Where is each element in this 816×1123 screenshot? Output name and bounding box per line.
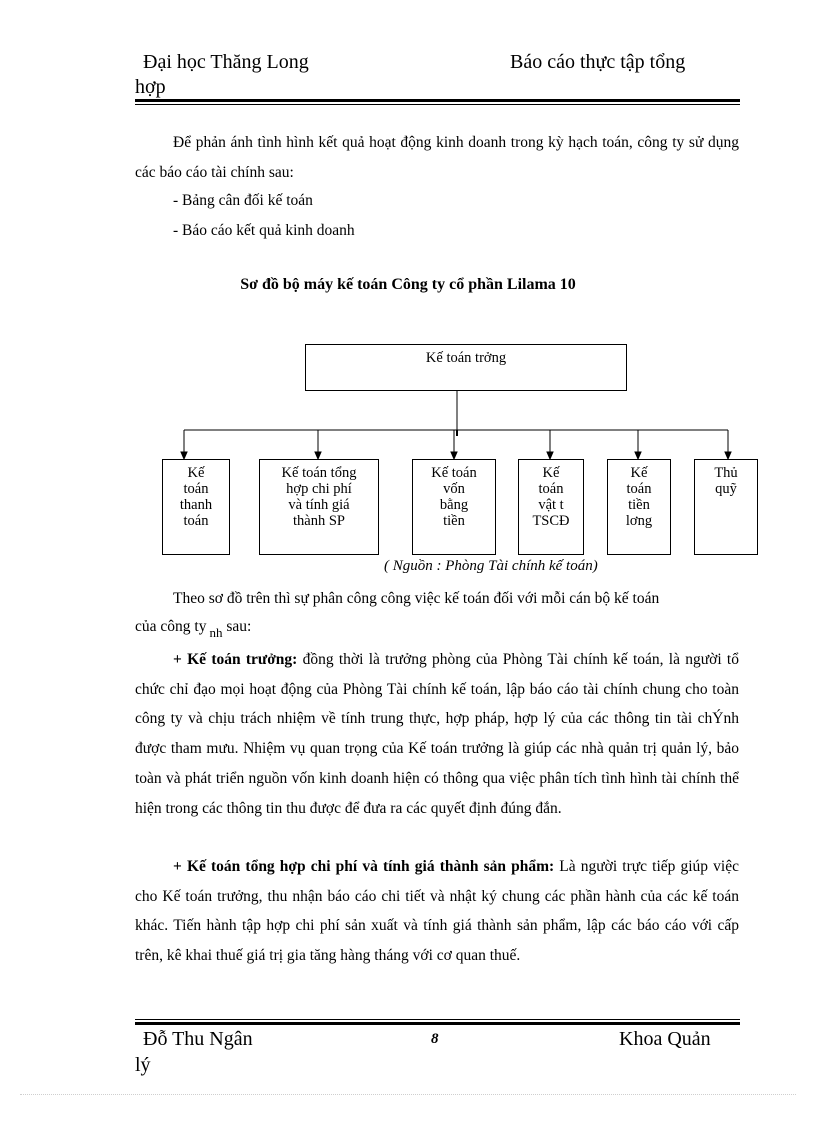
org-box-line: Thủ [714,465,738,481]
org-box-line: Kế [630,465,648,481]
org-box-line: Kế [542,465,560,481]
org-box-line: Kế [187,465,205,481]
org-box-line: lơng [625,513,653,529]
org-box-line: Kế toán tổng [281,465,357,481]
org-box-chief-accountant [305,344,627,391]
org-box-line: toán [183,513,209,529]
body-p1-sub: nh [209,625,223,640]
footer-page-number: 8 [431,1031,439,1047]
org-box-line: Kế toán [431,465,477,481]
org-box-materials-accountant [518,459,584,555]
org-box-cost-accountant [259,459,379,555]
intro-paragraph: Để phản ánh tình hình kết quả hoạt động kinh doanh trong kỳ hạch toán, công ty sử dụng các báo cáo tài chính sau: [135,134,739,181]
body-p1-text: của công ty [135,618,207,635]
org-box-line: vật t [538,497,564,513]
footer-faculty: Khoa Quản [619,1028,711,1050]
org-box-treasurer [694,459,758,555]
org-box-line: thành SP [293,513,345,529]
org-box-line: toán [183,481,209,497]
body-paragraph-cost [135,852,739,971]
org-box-line: TSCĐ [532,513,570,529]
org-box-line: bằng [439,497,469,513]
body-paragraph-chief-text: đồng thời là trưởng phòng của Phòng Tài chính kế toán, là người tổ chức chỉ đạo mọi hoạt động của Phòng Tài chính kế toán, lập báo cáo tài chính chung cho toàn công ty và chịu trách nhiệm về tính trung thực, hợp pháp, hợp lý của các thông tin tài chÝnh được tham mưu. Nhiệm vụ quan trọng của Kế toán trưởng là giúp các nhà quản trị quản lý, bảo toàn và phát triển nguồn vốn kinh doanh hiện có thông qua việc phân tích tình hình tài chính thể hiện trong các thông tin thu được để đưa ra các quyết định đúng đắn. [135,651,739,817]
org-box-line: tiền [628,497,650,513]
org-box-cash-accountant [412,459,496,555]
org-box-line: quỹ [715,481,737,497]
org-box-line: tiền [443,513,465,529]
diagram-source: ( Nguồn : Phòng Tài chính kế toán) [384,558,598,574]
body-paragraph-cost-lead: + Kế toán tổng hợp chi phí và tính giá thành sản phẩm: [173,858,555,875]
org-box-line: vốn [443,481,465,497]
body-paragraph-cost-text: Là người trực tiếp giúp việc cho Kế toán trưởng, thu nhận báo cáo chi tiết và nhật ký chung các phần hành của các kế toán khác. Tiến hành tập hợp chi phí sản xuất và tính giá thành sản phẩm, lập các báo cáo với cấp trên, kê khai thuế giá trị gia tăng hàng tháng với cơ quan thuế. [135,858,739,965]
body-p1-line2 [135,618,252,640]
org-box-line: toán [626,481,652,497]
footer-faculty-wrap: lý [135,1054,151,1076]
body-paragraph-chief [135,645,739,823]
org-box-line: hợp chi phí [286,481,352,497]
org-box-line: thanh [179,497,213,513]
org-box-payment-accountant [162,459,230,555]
intro-item-2: - Báo cáo kết quả kinh doanh [173,222,355,239]
org-box-line: toán [538,481,564,497]
header-report-title-wrap: hợp [135,76,166,98]
diagram-title: Sơ đồ bộ máy kế toán Công ty cổ phần Lilama 10 [240,276,576,293]
footer-rule-thick [135,1022,740,1025]
page-bottom-dotted-line [20,1094,796,1095]
org-box-line: và tính giá [288,497,350,513]
body-paragraph-chief-lead: + Kế toán trưởng: [173,651,298,668]
footer-rule-thin [135,1019,740,1020]
footer-author: Đỗ Thu Ngân [143,1028,253,1050]
intro-item-1: - Bảng cân đối kế toán [173,192,313,209]
org-box-salary-accountant [607,459,671,555]
org-box-chief-accountant-label: Kế toán trởng [425,350,507,366]
header-school: Đại học Thăng Long [143,51,309,73]
body-p1-line1: Theo sơ đồ trên thì sự phân công công việc kế toán đối với mỗi cán bộ kế toán [173,590,660,607]
body-p1-text-end: sau: [222,618,252,635]
header-report-title: Báo cáo thực tập tổng [510,51,686,73]
